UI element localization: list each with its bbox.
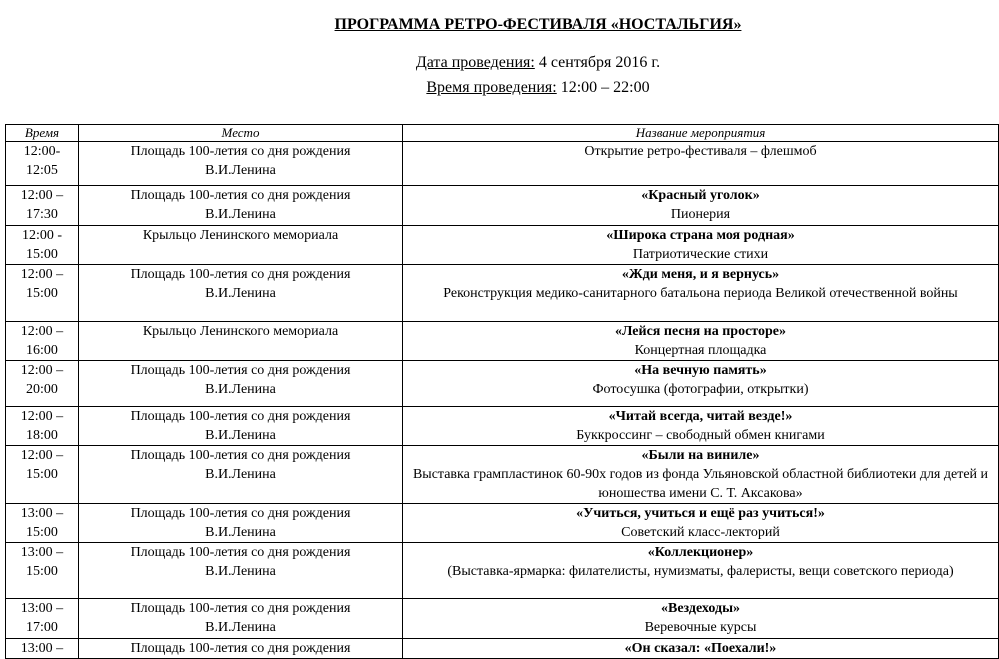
place-cell [79, 142, 403, 186]
time-end: 15:00 [26, 286, 58, 301]
place-line-2: В.И.Ленина [205, 428, 276, 443]
time-start: 12:00 – [20, 267, 64, 282]
time-start: 13:00 – [20, 641, 64, 656]
time-cell [6, 265, 79, 322]
event-cell [403, 599, 999, 639]
event-cell [403, 322, 999, 361]
time-cell [6, 142, 79, 186]
place-line-1: Площадь 100-летия со дня рождения [130, 641, 351, 656]
event-title: «Коллекционер» [647, 545, 754, 560]
date-label: Дата проведения: [415, 54, 535, 71]
place-cell [79, 265, 403, 322]
time-end: 17:30 [26, 207, 58, 222]
place-line-2: В.И.Ленина [205, 207, 276, 222]
event-description: Концертная площадка [634, 343, 767, 358]
place-cell [79, 504, 403, 543]
place-line-1: Площадь 100-летия со дня рождения [130, 601, 351, 616]
place-line-1: Площадь 100-летия со дня рождения [130, 545, 351, 560]
event-description: (Выставка-ярмарка: филателисты, нумизматы, фалеристы, вещи советского периода) [447, 564, 954, 579]
event-description: Выставка грампластинок 60-90х годов из фонда Ульяновской областной библиотеки для детей и юношества имени С. Т. Аксакова» [412, 467, 989, 501]
table-row [6, 265, 999, 322]
table-row [6, 186, 999, 226]
event-description: Патриотические стихи [632, 247, 769, 262]
program-table [5, 124, 999, 659]
table-row [6, 599, 999, 639]
event-description: Реконструкция медико-санитарного батальона периода Великой отечественной войны [443, 286, 958, 301]
event-title: «Жди меня, и я вернусь» [621, 267, 780, 282]
table-row [6, 142, 999, 186]
place-cell [79, 361, 403, 407]
time-value: 12:00 – 22:00 [556, 79, 650, 96]
event-title: «Читай всегда, читай везде!» [608, 409, 793, 424]
time-end: 20:00 [26, 382, 58, 397]
table-row [6, 639, 999, 659]
place-line-2: В.И.Ленина [205, 620, 276, 635]
place-line-1: Площадь 100-летия со дня рождения [130, 144, 351, 159]
table-row [6, 361, 999, 407]
time-cell [6, 186, 79, 226]
time-end: 18:00 [26, 428, 58, 443]
place-line-2: В.И.Ленина [205, 286, 276, 301]
place-line-1: Площадь 100-летия со дня рождения [130, 188, 351, 203]
time-cell [6, 446, 79, 504]
event-title: «Широка страна моя родная» [606, 228, 795, 243]
table-row [6, 543, 999, 599]
column-header-event: Название мероприятия [403, 125, 999, 142]
event-title: «На вечную память» [634, 363, 767, 378]
event-description: Буккроссинг – свободный обмен книгами [576, 428, 825, 443]
time-cell [6, 226, 79, 265]
time-end: 15:00 [26, 247, 58, 262]
time-start: 13:00 – [20, 601, 64, 616]
place-line-2: В.И.Ленина [205, 467, 276, 482]
event-title: «Лейся песня на просторе» [614, 324, 787, 339]
time-end: 15:00 [26, 525, 58, 540]
event-title: «Вездеходы» [660, 601, 741, 616]
time-start: 12:00 – [20, 448, 64, 463]
date-value: 4 сентября 2016 г. [534, 54, 661, 71]
table-row [6, 226, 999, 265]
time-end: 15:00 [26, 467, 58, 482]
place-cell [79, 322, 403, 361]
event-time-line [0, 79, 999, 97]
event-description: Пионерия [670, 207, 731, 222]
place-cell [79, 186, 403, 226]
time-start: 12:00 - [21, 228, 63, 243]
time-start: 13:00 – [20, 545, 64, 560]
time-end: 15:00 [26, 564, 58, 579]
place-line-2: В.И.Ленина [205, 163, 276, 178]
place-line-1: Крыльцо Ленинского мемориала [142, 324, 339, 339]
place-cell [79, 599, 403, 639]
time-cell [6, 504, 79, 543]
place-line-1: Площадь 100-летия со дня рождения [130, 363, 351, 378]
event-cell [403, 407, 999, 446]
time-label: Время проведения: [426, 79, 557, 96]
place-cell [79, 639, 403, 659]
column-header-time: Время [6, 125, 79, 142]
time-start: 12:00 – [20, 409, 64, 424]
time-cell [6, 639, 79, 659]
time-cell [6, 322, 79, 361]
place-line-1: Площадь 100-летия со дня рождения [130, 448, 351, 463]
event-cell [403, 446, 999, 504]
event-cell [403, 361, 999, 407]
time-cell [6, 543, 79, 599]
event-description: Фотосушка (фотографии, открытки) [592, 382, 809, 397]
event-title: «Красный уголок» [641, 188, 760, 203]
event-description: Советский класс-лекторий [621, 525, 780, 540]
column-header-place: Место [79, 125, 403, 142]
event-title: «Были на виниле» [641, 448, 760, 463]
event-cell [403, 504, 999, 543]
event-title: «Учиться, учиться и ещё раз учиться!» [576, 506, 825, 521]
place-cell [79, 226, 403, 265]
place-cell [79, 543, 403, 599]
time-end: 17:00 [26, 620, 58, 635]
time-cell [6, 361, 79, 407]
time-end: 12:05 [26, 163, 58, 178]
place-line-1: Площадь 100-летия со дня рождения [130, 506, 351, 521]
place-line-1: Площадь 100-летия со дня рождения [130, 409, 351, 424]
event-cell [403, 543, 999, 599]
place-cell [79, 446, 403, 504]
time-cell [6, 407, 79, 446]
time-start: 12:00- [23, 144, 61, 159]
time-start: 12:00 – [20, 188, 64, 203]
table-row [6, 504, 999, 543]
event-cell [403, 186, 999, 226]
table-row [6, 322, 999, 361]
event-description: Веревочные курсы [644, 620, 757, 635]
event-cell [403, 265, 999, 322]
table-row [6, 446, 999, 504]
time-start: 13:00 – [20, 506, 64, 521]
event-cell [403, 142, 999, 186]
place-line-2: В.И.Ленина [205, 564, 276, 579]
time-start: 12:00 – [20, 324, 64, 339]
place-line-1: Площадь 100-летия со дня рождения [130, 267, 351, 282]
time-start: 12:00 – [20, 363, 64, 378]
table-header-row [6, 125, 999, 142]
event-date-line [0, 54, 999, 72]
place-line-2: В.И.Ленина [205, 382, 276, 397]
place-line-1: Крыльцо Ленинского мемориала [142, 228, 339, 243]
place-cell [79, 407, 403, 446]
event-cell [403, 226, 999, 265]
event-title: «Он сказал: «Поехали!» [624, 641, 777, 656]
place-line-2: В.И.Ленина [205, 525, 276, 540]
event-cell [403, 639, 999, 659]
time-cell [6, 599, 79, 639]
event-description: Открытие ретро-фестиваля – флешмоб [584, 144, 817, 159]
page-title: ПРОГРАММА РЕТРО-ФЕСТИВАЛЯ «НОСТАЛЬГИЯ» [334, 16, 742, 33]
time-end: 16:00 [26, 343, 58, 358]
table-row [6, 407, 999, 446]
